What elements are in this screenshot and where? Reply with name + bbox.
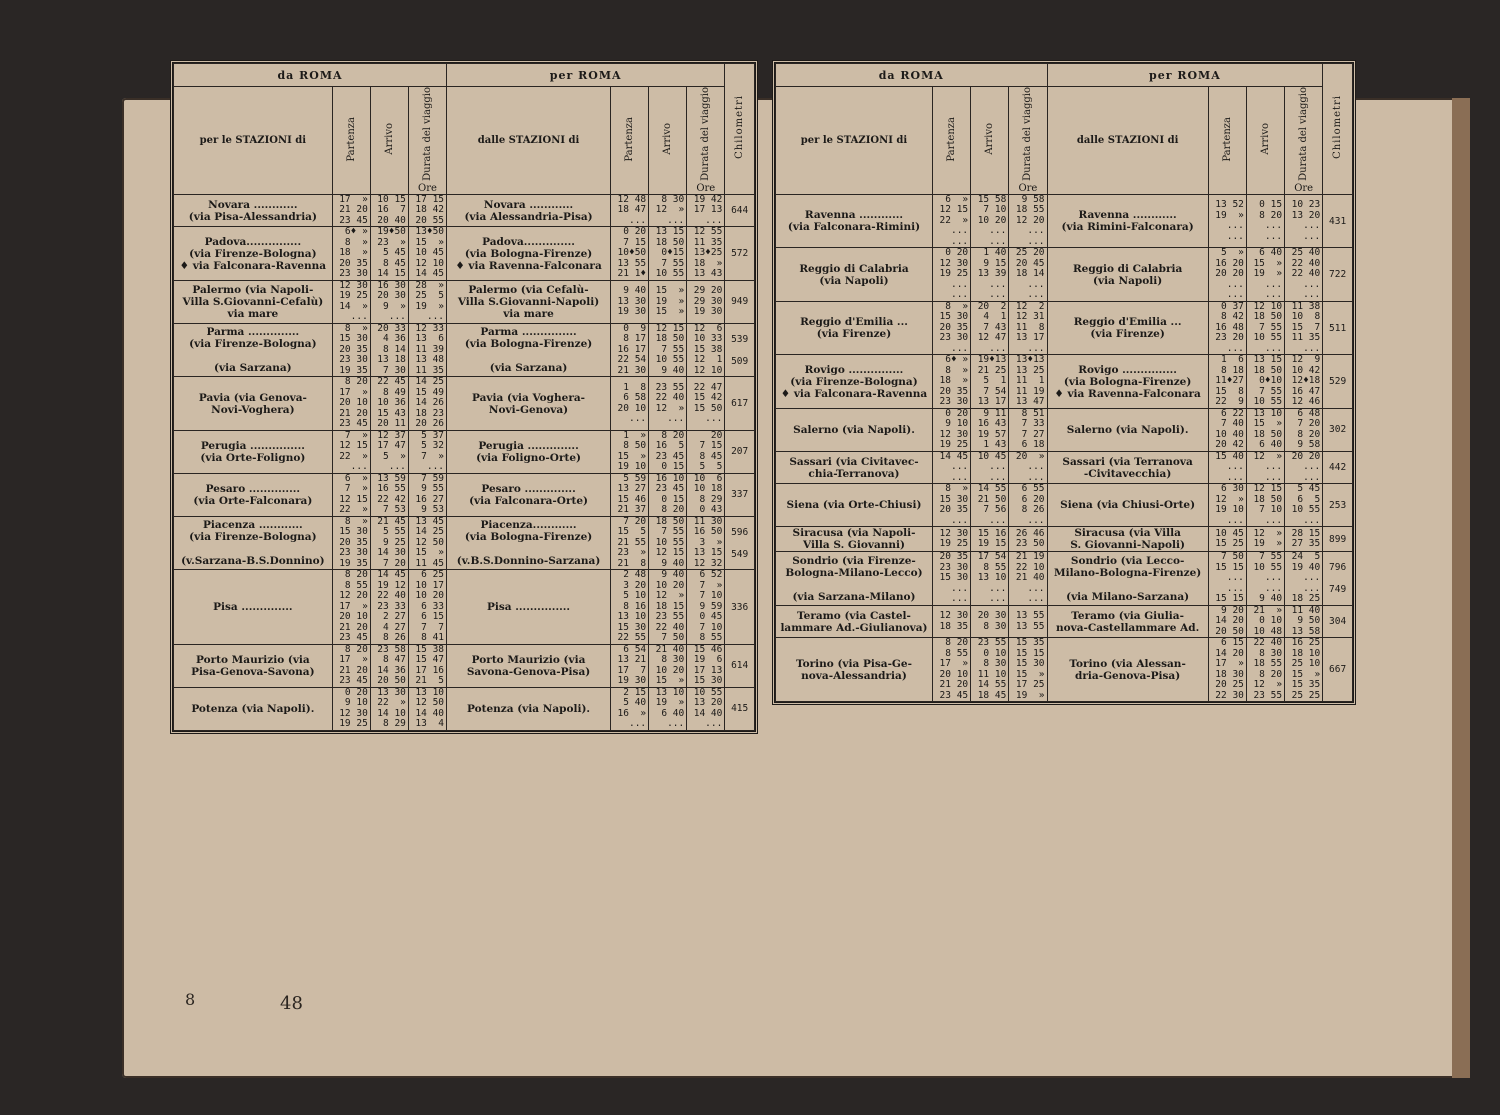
- duration-out: 21 19 22 10 21 40 ... ...: [1009, 552, 1047, 606]
- km-value: 304: [1323, 605, 1353, 638]
- timetable-row: [776, 605, 1353, 638]
- departure-out: 12 30 19 25 14 » ...: [332, 280, 370, 323]
- timetable-row: [776, 451, 1353, 484]
- duration-out: 15 35 15 15 15 30 15 » 17 25 19 »: [1009, 638, 1047, 702]
- departure-out: 0 20 9 10 12 30 19 25: [332, 687, 370, 730]
- timetable-row: [174, 280, 755, 323]
- station-in: Piacenza............ (via Bologna-Firenze) (v.B.S.Donnino-Sarzana): [447, 516, 611, 570]
- duration-in: 11 40 9 50 13 58: [1285, 605, 1323, 638]
- arrival-out: 9 11 16 43 19 57 1 43: [971, 408, 1009, 451]
- duration-in: 6 48 7 20 8 20 9 58: [1285, 408, 1323, 451]
- station-in: Sassari (via Terranova -Civitavecchia): [1047, 451, 1208, 484]
- departure-header: Partenza: [332, 87, 370, 195]
- duration-in: 6 52 7 » 7 10 9 59 0 45 7 10 8 55: [687, 570, 725, 645]
- duration-out: 28 » 25 5 19 » ...: [408, 280, 446, 323]
- duration-out: 13 10 12 50 14 40 13 4: [408, 687, 446, 730]
- km-header: Chilometri: [725, 64, 755, 195]
- station-in: Pisa ...............: [447, 570, 611, 645]
- arrival-in: 13 10 15 » 18 50 6 40: [1246, 408, 1284, 451]
- timetable-row: [174, 377, 755, 431]
- departure-out: 17 » 21 20 23 45: [332, 194, 370, 227]
- station-in: Ravenna ............ (via Rimini-Falconara): [1047, 194, 1208, 248]
- timetable-row: [776, 194, 1353, 248]
- km-value: 336: [725, 570, 755, 645]
- duration-in: 11 30 16 50 3 » 13 15 12 32: [687, 516, 725, 570]
- duration-in: 11 38 10 8 15 7 11 35 ...: [1285, 301, 1323, 355]
- duration-out: 25 20 20 45 18 14 ... ...: [1009, 248, 1047, 302]
- km-header: Chilometri: [1323, 64, 1353, 195]
- duration-in: 12 9 10 42 12♦18 16 47 12 46: [1285, 355, 1323, 409]
- departure-in: 1 8 6 58 20 10 ...: [611, 377, 649, 431]
- arrival-in: 0 15 8 20 ... ...: [1246, 194, 1284, 248]
- duration-in: 15 46 19 6 17 13 15 30: [687, 644, 725, 687]
- duration-in: 10 55 13 20 14 40 ...: [687, 687, 725, 730]
- station-out: Parma .............. (via Firenze-Bologna) (via Sarzana): [174, 323, 333, 377]
- duration-out: 26 46 23 50: [1009, 527, 1047, 552]
- duration-in: 24 5 19 40 ... ... 18 25: [1285, 552, 1323, 606]
- timetable-row: [174, 687, 755, 730]
- departure-out: 8 » 15 30 20 35 ...: [932, 484, 970, 527]
- arrival-out: 16 30 20 30 9 » ...: [370, 280, 408, 323]
- station-out: Reggio di Calabria (via Napoli): [776, 248, 933, 302]
- timetable-row: [776, 248, 1353, 302]
- arrival-in: 23 55 22 40 12 » ...: [649, 377, 687, 431]
- duration-out: 13 55 13 55: [1009, 605, 1047, 638]
- duration-out: 13♦50 15 » 10 45 12 10 14 45: [408, 227, 446, 281]
- departure-out: 8 20 17 » 21 20 23 45: [332, 644, 370, 687]
- arrival-in: 12 » 19 »: [1246, 527, 1284, 552]
- km-value: 442: [1323, 451, 1353, 484]
- km-value: 617: [725, 377, 755, 431]
- station-in: Sondrio (via Lecco- Milano-Bologna-Firenze) (via Milano-Sarzana): [1047, 552, 1208, 606]
- arrival-out: 10 45 ... ...: [971, 451, 1009, 484]
- departure-in: 13 52 19 » ... ...: [1208, 194, 1246, 248]
- departure-out: 14 45 ... ...: [932, 451, 970, 484]
- km-value: 644: [725, 194, 755, 227]
- departure-in: 5 59 13 27 15 46 21 37: [611, 473, 649, 516]
- duration-in: 16 25 18 10 25 10 15 » 15 35 25 25: [1285, 638, 1323, 702]
- timetable-row: [174, 644, 755, 687]
- duration-out: 14 25 15 49 14 26 18 23 20 26: [408, 377, 446, 431]
- station-in: Parma ............... (via Bologna-Firenze) (via Sarzana): [447, 323, 611, 377]
- duration-out: 6 25 10 17 10 20 6 33 6 15 7 7 8 41: [408, 570, 446, 645]
- departure-in: 6 54 13 21 17 7 19 30: [611, 644, 649, 687]
- station-in: Novara ............ (via Alessandria-Pisa): [447, 194, 611, 227]
- timetable-row: [776, 355, 1353, 409]
- station-out: Pesaro .............. (via Orte-Falconara): [174, 473, 333, 516]
- arrival-in: 12 15 18 50 7 10 ...: [1246, 484, 1284, 527]
- from-stations-header: dalle STAZIONI di: [447, 87, 611, 195]
- station-in: Reggio d'Emilia ... (via Firenze): [1047, 301, 1208, 355]
- duration-header: Durata del viaggio Ore: [408, 87, 446, 195]
- book-edge: [1452, 98, 1470, 1078]
- timetable-row: [174, 194, 755, 227]
- departure-in: 7 20 15 5 21 55 23 » 21 8: [611, 516, 649, 570]
- km-value: 596 549: [725, 516, 755, 570]
- departure-in: 15 40 ... ...: [1208, 451, 1246, 484]
- for-stations-header: per le STAZIONI di: [174, 87, 333, 195]
- station-in: Pavia (via Voghera- Novi-Genova): [447, 377, 611, 431]
- arrival-in: 21 » 0 10 10 48: [1246, 605, 1284, 638]
- station-out: Padova............... (via Firenze-Bologna) ♦ via Falconara-Ravenna: [174, 227, 333, 281]
- timetable-row: [174, 323, 755, 377]
- arrival-out: 19♦50 23 » 5 45 8 45 14 15: [370, 227, 408, 281]
- departure-in: 1 6 8 18 11♦27 15 8 22 9: [1208, 355, 1246, 409]
- duration-in: 12 55 11 35 13♦25 18 » 13 43: [687, 227, 725, 281]
- to-roma-header: per ROMA: [447, 64, 725, 87]
- km-value: 302: [1323, 408, 1353, 451]
- timetable-row: [776, 527, 1353, 552]
- departure-out: 6 » 7 » 12 15 22 »: [332, 473, 370, 516]
- departure-header: Partenza: [1208, 87, 1246, 195]
- duration-header: Durata del viaggio Ore: [687, 87, 725, 195]
- arrival-out: 13 30 22 » 14 10 8 29: [370, 687, 408, 730]
- departure-header: Partenza: [932, 87, 970, 195]
- station-out: Piacenza ............ (via Firenze-Bologna) (v.Sarzana-B.S.Donnino): [174, 516, 333, 570]
- departure-out: 8 20 8 55 12 20 17 » 20 10 21 20 23 45: [332, 570, 370, 645]
- arrival-in: 12 » ... ...: [1246, 451, 1284, 484]
- page-number: 48: [280, 993, 303, 1014]
- km-value: 253: [1323, 484, 1353, 527]
- station-out: Reggio d'Emilia ... (via Firenze): [776, 301, 933, 355]
- departure-out: 0 20 12 30 19 25 ... ...: [932, 248, 970, 302]
- departure-in: 9 20 14 20 20 50: [1208, 605, 1246, 638]
- timetable-right: [772, 60, 1356, 705]
- arrival-out: 20 33 4 36 8 14 13 18 7 30: [370, 323, 408, 377]
- station-out: Potenza (via Napoli).: [174, 687, 333, 730]
- arrival-out: 14 55 21 50 7 56 ...: [971, 484, 1009, 527]
- duration-out: 13 45 14 25 12 50 15 » 11 45: [408, 516, 446, 570]
- km-value: 337: [725, 473, 755, 516]
- km-value: 511: [1323, 301, 1353, 355]
- station-in: Reggio di Calabria (via Napoli): [1047, 248, 1208, 302]
- arrival-out: 15 58 7 10 10 20 ... ...: [971, 194, 1009, 248]
- duration-out: 15 38 15 47 17 16 21 5: [408, 644, 446, 687]
- page-marker: 8: [185, 990, 196, 1009]
- station-out: Sondrio (via Firenze- Bologna-Milano-Lecco) (via Sarzana-Milano): [776, 552, 933, 606]
- departure-out: 8 » 15 30 20 35 23 30 ...: [932, 301, 970, 355]
- arrival-out: 23 58 8 47 14 36 20 50: [370, 644, 408, 687]
- departure-in: 1 » 8 50 15 » 19 10: [611, 430, 649, 473]
- station-out: Rovigo ............... (via Firenze-Bologna) ♦ via Falconara-Ravenna: [776, 355, 933, 409]
- station-in: Pesaro .............. (via Falconara-Orte): [447, 473, 611, 516]
- departure-in: 2 15 5 40 16 » ...: [611, 687, 649, 730]
- duration-in: 29 20 29 30 19 30: [687, 280, 725, 323]
- km-value: 539 509: [725, 323, 755, 377]
- km-value: 572: [725, 227, 755, 281]
- arrival-in: 21 40 8 30 10 20 15 »: [649, 644, 687, 687]
- arrival-out: 20 2 4 1 7 43 12 47 ...: [971, 301, 1009, 355]
- station-in: Teramo (via Giulia- nova-Castellammare Ad.: [1047, 605, 1208, 638]
- arrival-in: 18 50 7 55 10 55 12 15 9 40: [649, 516, 687, 570]
- departure-in: 0 20 7 15 10♦50 13 55 21 1♦: [611, 227, 649, 281]
- station-out: Pavia (via Genova- Novi-Voghera): [174, 377, 333, 431]
- arrival-out: 22 45 8 49 10 36 15 43 20 11: [370, 377, 408, 431]
- km-value: 614: [725, 644, 755, 687]
- timetable-row: [776, 301, 1353, 355]
- duration-header: Durata del viaggio Ore: [1009, 87, 1047, 195]
- arrival-in: 7 55 10 55 ... ... 9 40: [1246, 552, 1284, 606]
- duration-in: 25 40 22 40 22 40 ... ...: [1285, 248, 1323, 302]
- arrival-in: 13 15 18 50 0♦10 7 55 10 55: [1246, 355, 1284, 409]
- departure-out: 6 » 12 15 22 » ... ...: [932, 194, 970, 248]
- arrival-out: 23 55 0 10 8 30 11 10 14 55 18 45: [971, 638, 1009, 702]
- station-out: Siracusa (via Napoli- Villa S. Giovanni): [776, 527, 933, 552]
- timetable-row: [174, 570, 755, 645]
- departure-header: Partenza: [611, 87, 649, 195]
- arrival-header: Arrivo: [370, 87, 408, 195]
- duration-in: 5 45 6 5 10 55 ...: [1285, 484, 1323, 527]
- station-out: Porto Maurizio (via Pisa-Genova-Savona): [174, 644, 333, 687]
- arrival-out: 20 30 8 30: [971, 605, 1009, 638]
- km-value: 431: [1323, 194, 1353, 248]
- km-value: 899: [1323, 527, 1353, 552]
- station-out: Pisa ..............: [174, 570, 333, 645]
- from-roma-header: da ROMA: [776, 64, 1048, 87]
- station-in: Rovigo ............... (via Bologna-Firenze) ♦ via Ravenna-Falconara: [1047, 355, 1208, 409]
- station-out: Novara ............ (via Pisa-Alessandria): [174, 194, 333, 227]
- arrival-in: 15 » 19 » 15 »: [649, 280, 687, 323]
- duration-in: 12 6 10 33 15 38 12 1 12 10: [687, 323, 725, 377]
- arrival-in: 8 20 16 5 23 45 0 15: [649, 430, 687, 473]
- arrival-out: 1 40 9 15 13 39 ... ...: [971, 248, 1009, 302]
- arrival-out: 19♦13 21 25 5 1 7 54 13 17: [971, 355, 1009, 409]
- departure-in: 0 9 8 17 16 17 22 54 21 30: [611, 323, 649, 377]
- arrival-header: Arrivo: [971, 87, 1009, 195]
- to-roma-header: per ROMA: [1047, 64, 1323, 87]
- station-out: Sassari (via Civitavec- chia-Terranova): [776, 451, 933, 484]
- duration-in: 22 47 15 42 15 50 ...: [687, 377, 725, 431]
- arrival-in: 12 15 18 50 7 55 10 55 9 40: [649, 323, 687, 377]
- timetable-row: [174, 227, 755, 281]
- station-out: Torino (via Pisa-Ge- nova-Alessandria): [776, 638, 933, 702]
- arrival-out: 10 15 16 7 20 40: [370, 194, 408, 227]
- for-stations-header: per le STAZIONI di: [776, 87, 933, 195]
- departure-in: 6 15 14 20 17 » 18 30 20 25 22 30: [1208, 638, 1246, 702]
- station-out: Teramo (via Castel- lammare Ad.-Giulianova): [776, 605, 933, 638]
- arrival-out: 14 45 19 12 22 40 23 33 2 27 4 27 8 26: [370, 570, 408, 645]
- timetable-left: [170, 60, 758, 734]
- km-value: 415: [725, 687, 755, 730]
- duration-out: 20 » ... ...: [1009, 451, 1047, 484]
- duration-out: 12 2 12 31 11 8 13 17 ...: [1009, 301, 1047, 355]
- duration-in: 10 6 10 18 8 29 0 43: [687, 473, 725, 516]
- departure-out: 0 20 9 10 12 30 19 25: [932, 408, 970, 451]
- timetable-row: [776, 552, 1353, 606]
- duration-in: 10 23 13 20 ... ...: [1285, 194, 1323, 248]
- station-in: Siracusa (via Villa S. Giovanni-Napoli): [1047, 527, 1208, 552]
- departure-out: 6♦ » 8 » 18 » 20 35 23 30: [332, 227, 370, 281]
- arrival-in: 12 10 18 50 7 55 10 55 ...: [1246, 301, 1284, 355]
- timetable-row: [776, 408, 1353, 451]
- departure-in: 5 » 16 20 20 20 ... ...: [1208, 248, 1246, 302]
- timetable-row: [776, 638, 1353, 702]
- km-value: 207: [725, 430, 755, 473]
- station-in: Siena (via Chiusi-Orte): [1047, 484, 1208, 527]
- departure-out: 6♦ » 8 » 18 » 20 35 23 30: [932, 355, 970, 409]
- departure-in: 2 48 3 20 5 10 8 16 13 10 15 30 22 55: [611, 570, 649, 645]
- station-out: Ravenna ............ (via Falconara-Rimini): [776, 194, 933, 248]
- departure-in: 10 45 15 25: [1208, 527, 1246, 552]
- duration-out: 7 59 9 55 16 27 9 53: [408, 473, 446, 516]
- departure-out: 7 » 12 15 22 » ...: [332, 430, 370, 473]
- station-out: Salerno (via Napoli).: [776, 408, 933, 451]
- arrival-out: 15 16 19 15: [971, 527, 1009, 552]
- duration-in: 28 15 27 35: [1285, 527, 1323, 552]
- km-value: 796 749: [1323, 552, 1353, 606]
- km-value: 529: [1323, 355, 1353, 409]
- arrival-in: 16 10 23 45 0 15 8 20: [649, 473, 687, 516]
- departure-in: 12 48 18 47 ...: [611, 194, 649, 227]
- arrival-in: 13 15 18 50 0♦15 7 55 10 55: [649, 227, 687, 281]
- duration-out: 5 37 5 32 7 » ...: [408, 430, 446, 473]
- timetable-row: [174, 473, 755, 516]
- arrival-out: 13 59 16 55 22 42 7 53: [370, 473, 408, 516]
- duration-out: 6 55 6 20 8 26 ...: [1009, 484, 1047, 527]
- departure-out: 20 35 23 30 15 30 ... ...: [932, 552, 970, 606]
- duration-in: 20 7 15 8 45 5 5: [687, 430, 725, 473]
- station-in: Padova.............. (via Bologna-Firenze) ♦ via Ravenna-Falconara: [447, 227, 611, 281]
- duration-out: 17 15 18 42 20 55: [408, 194, 446, 227]
- arrival-in: 8 30 12 » ...: [649, 194, 687, 227]
- duration-in: 20 20 ... ...: [1285, 451, 1323, 484]
- departure-in: 0 37 8 42 16 48 23 20 ...: [1208, 301, 1246, 355]
- timetable-row: [174, 516, 755, 570]
- from-roma-header: da ROMA: [174, 64, 447, 87]
- timetable-row: [776, 484, 1353, 527]
- arrival-in: 22 40 8 30 18 55 8 20 12 » 23 55: [1246, 638, 1284, 702]
- arrival-out: 12 37 17 47 5 » ...: [370, 430, 408, 473]
- station-in: Potenza (via Napoli).: [447, 687, 611, 730]
- departure-out: 8 » 15 30 20 35 23 30 19 35: [332, 516, 370, 570]
- km-value: 722: [1323, 248, 1353, 302]
- duration-out: 12 33 13 6 11 39 13 48 11 35: [408, 323, 446, 377]
- departure-out: 8 20 8 55 17 » 20 10 21 20 23 45: [932, 638, 970, 702]
- arrival-out: 21 45 5 55 9 25 14 30 7 20: [370, 516, 408, 570]
- duration-in: 19 42 17 13 ...: [687, 194, 725, 227]
- departure-in: 6 30 12 » 19 10 ...: [1208, 484, 1246, 527]
- station-out: Palermo (via Napoli- Villa S.Giovanni-Cefalù) via mare: [174, 280, 333, 323]
- station-in: Torino (via Alessan- dria-Genova-Pisa): [1047, 638, 1208, 702]
- departure-out: 12 30 18 35: [932, 605, 970, 638]
- departure-out: 8 20 17 » 20 10 21 20 23 45: [332, 377, 370, 431]
- station-in: Palermo (via Cefalù- Villa S.Giovanni-Napoli) via mare: [447, 280, 611, 323]
- duration-out: 9 58 18 55 12 20 ... ...: [1009, 194, 1047, 248]
- arrival-in: 6 40 15 » 19 » ... ...: [1246, 248, 1284, 302]
- station-in: Porto Maurizio (via Savona-Genova-Pisa): [447, 644, 611, 687]
- arrival-in: 13 10 19 » 6 40 ...: [649, 687, 687, 730]
- departure-in: 6 22 7 40 10 40 20 42: [1208, 408, 1246, 451]
- km-value: 667: [1323, 638, 1353, 702]
- arrival-out: 17 54 8 55 13 10 ... ...: [971, 552, 1009, 606]
- station-out: Perugia ............... (via Orte-Foligno): [174, 430, 333, 473]
- duration-out: 13♦13 13 25 11 1 11 19 13 47: [1009, 355, 1047, 409]
- km-value: 949: [725, 280, 755, 323]
- departure-out: 12 30 19 25: [932, 527, 970, 552]
- arrival-header: Arrivo: [649, 87, 687, 195]
- arrival-in: 9 40 10 20 12 » 18 15 23 55 22 40 7 50: [649, 570, 687, 645]
- station-out: Siena (via Orte-Chiusi): [776, 484, 933, 527]
- timetable-row: [174, 430, 755, 473]
- station-in: Perugia .............. (via Foligno-Orte): [447, 430, 611, 473]
- departure-in: 7 50 15 15 ... ... 15 15: [1208, 552, 1246, 606]
- arrival-header: Arrivo: [1246, 87, 1284, 195]
- duration-out: 8 51 7 33 7 27 6 18: [1009, 408, 1047, 451]
- station-in: Salerno (via Napoli).: [1047, 408, 1208, 451]
- duration-header: Durata del viaggio Ore: [1285, 87, 1323, 195]
- departure-out: 8 » 15 30 20 35 23 30 19 35: [332, 323, 370, 377]
- from-stations-header: dalle STAZIONI di: [1047, 87, 1208, 195]
- departure-in: 9 40 13 30 19 30: [611, 280, 649, 323]
